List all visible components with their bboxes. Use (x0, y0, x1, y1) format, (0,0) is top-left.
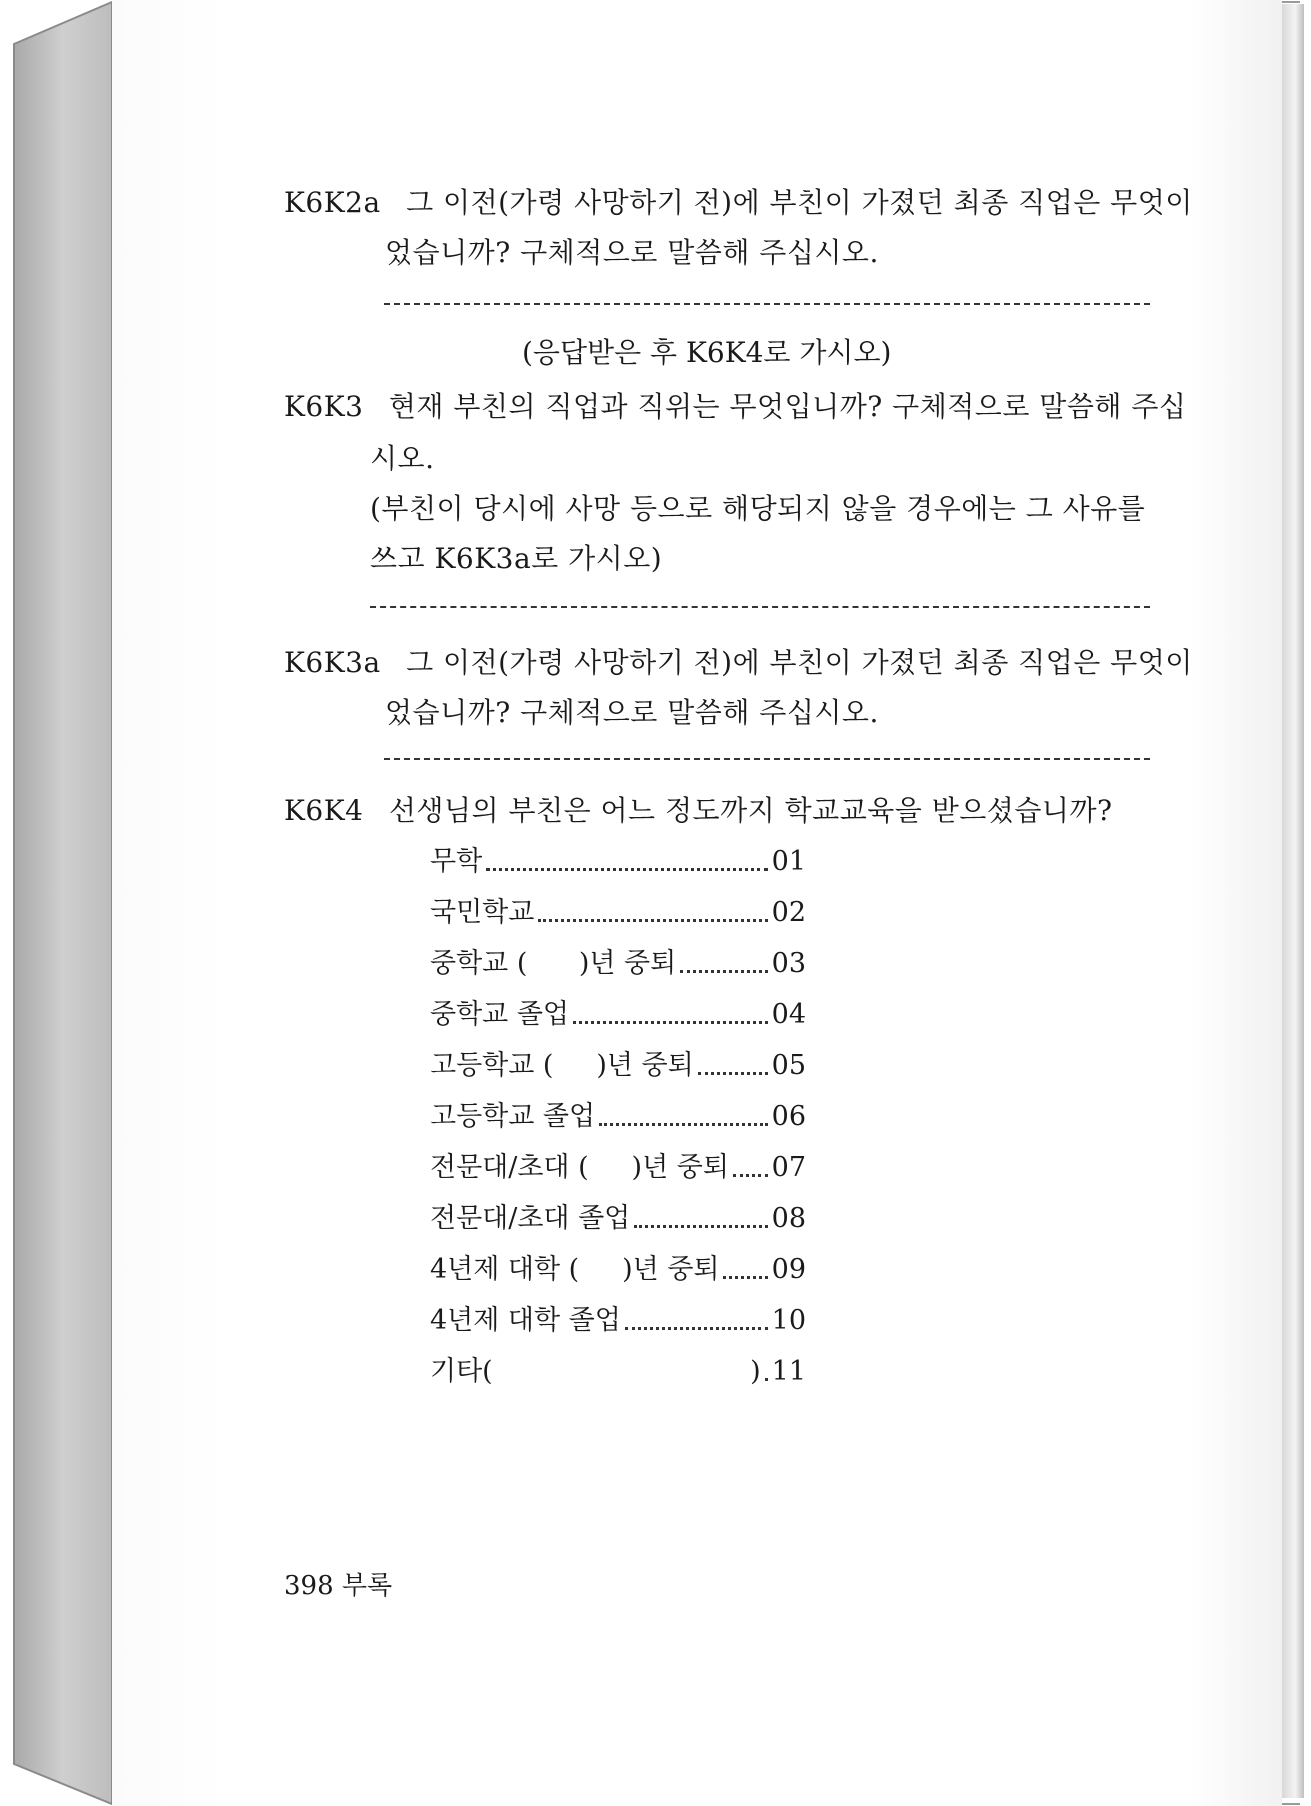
question-k6k3 (284, 382, 1186, 432)
question-text: 선생님의 부친은 어느 정도까지 학교교육을 받으셨습니까? (388, 794, 1113, 827)
option-08: 전문대/초대 졸업 08 (430, 1203, 806, 1234)
option-09: 4년제 대학 ( )년 중퇴 09 (430, 1254, 806, 1285)
question-text-cont: 었습니까? 구체적으로 말씀해 주십시오. (385, 696, 879, 729)
question-note: (부친이 당시에 사망 등으로 해당되지 않을 경우에는 그 사유를 (370, 492, 1146, 525)
option-10: 4년제 대학 졸업 10 (430, 1305, 806, 1336)
question-note-cont: 쓰고 K6K3a로 가시오) (370, 542, 663, 575)
question-code: K6K3a (284, 646, 381, 679)
question-code: K6K4 (284, 794, 364, 827)
answer-line (384, 303, 1150, 305)
question-text-cont: 시오. (370, 442, 435, 475)
answer-line (370, 606, 1150, 608)
option-11: 기타( ) 11 (430, 1356, 806, 1387)
question-k6k2a (284, 178, 1193, 228)
page-edge (1282, 4, 1304, 1798)
option-02: 국민학교 02 (430, 897, 806, 928)
instruction: (응답받은 후 K6K4로 가시오) (522, 336, 892, 369)
question-code: K6K2a (284, 186, 381, 219)
option-06: 고등학교 졸업 06 (430, 1101, 806, 1132)
option-04: 중학교 졸업 04 (430, 999, 806, 1030)
question-text: 그 이전(가령 사망하기 전)에 부친이 가졌던 최종 직업은 무엇이 (406, 186, 1193, 219)
question-text: 현재 부친의 직업과 직위는 무엇입니까? 구체적으로 말씀해 주십 (388, 390, 1187, 423)
question-text: 그 이전(가령 사망하기 전)에 부친이 가졌던 최종 직업은 무엇이 (406, 646, 1193, 679)
question-k6k3a (284, 638, 1193, 688)
option-01: 무학 01 (430, 846, 806, 877)
option-05: 고등학교 ( )년 중퇴 05 (430, 1050, 806, 1081)
question-code: K6K3 (284, 390, 364, 423)
option-07: 전문대/초대 ( )년 중퇴 07 (430, 1152, 806, 1183)
page-footer: 398 부록 (284, 1571, 393, 1601)
question-text-cont: 었습니까? 구체적으로 말씀해 주십시오. (385, 236, 879, 269)
answer-line (384, 758, 1150, 760)
question-k6k4 (284, 786, 1113, 836)
option-03: 중학교 ( )년 중퇴 03 (430, 948, 806, 979)
